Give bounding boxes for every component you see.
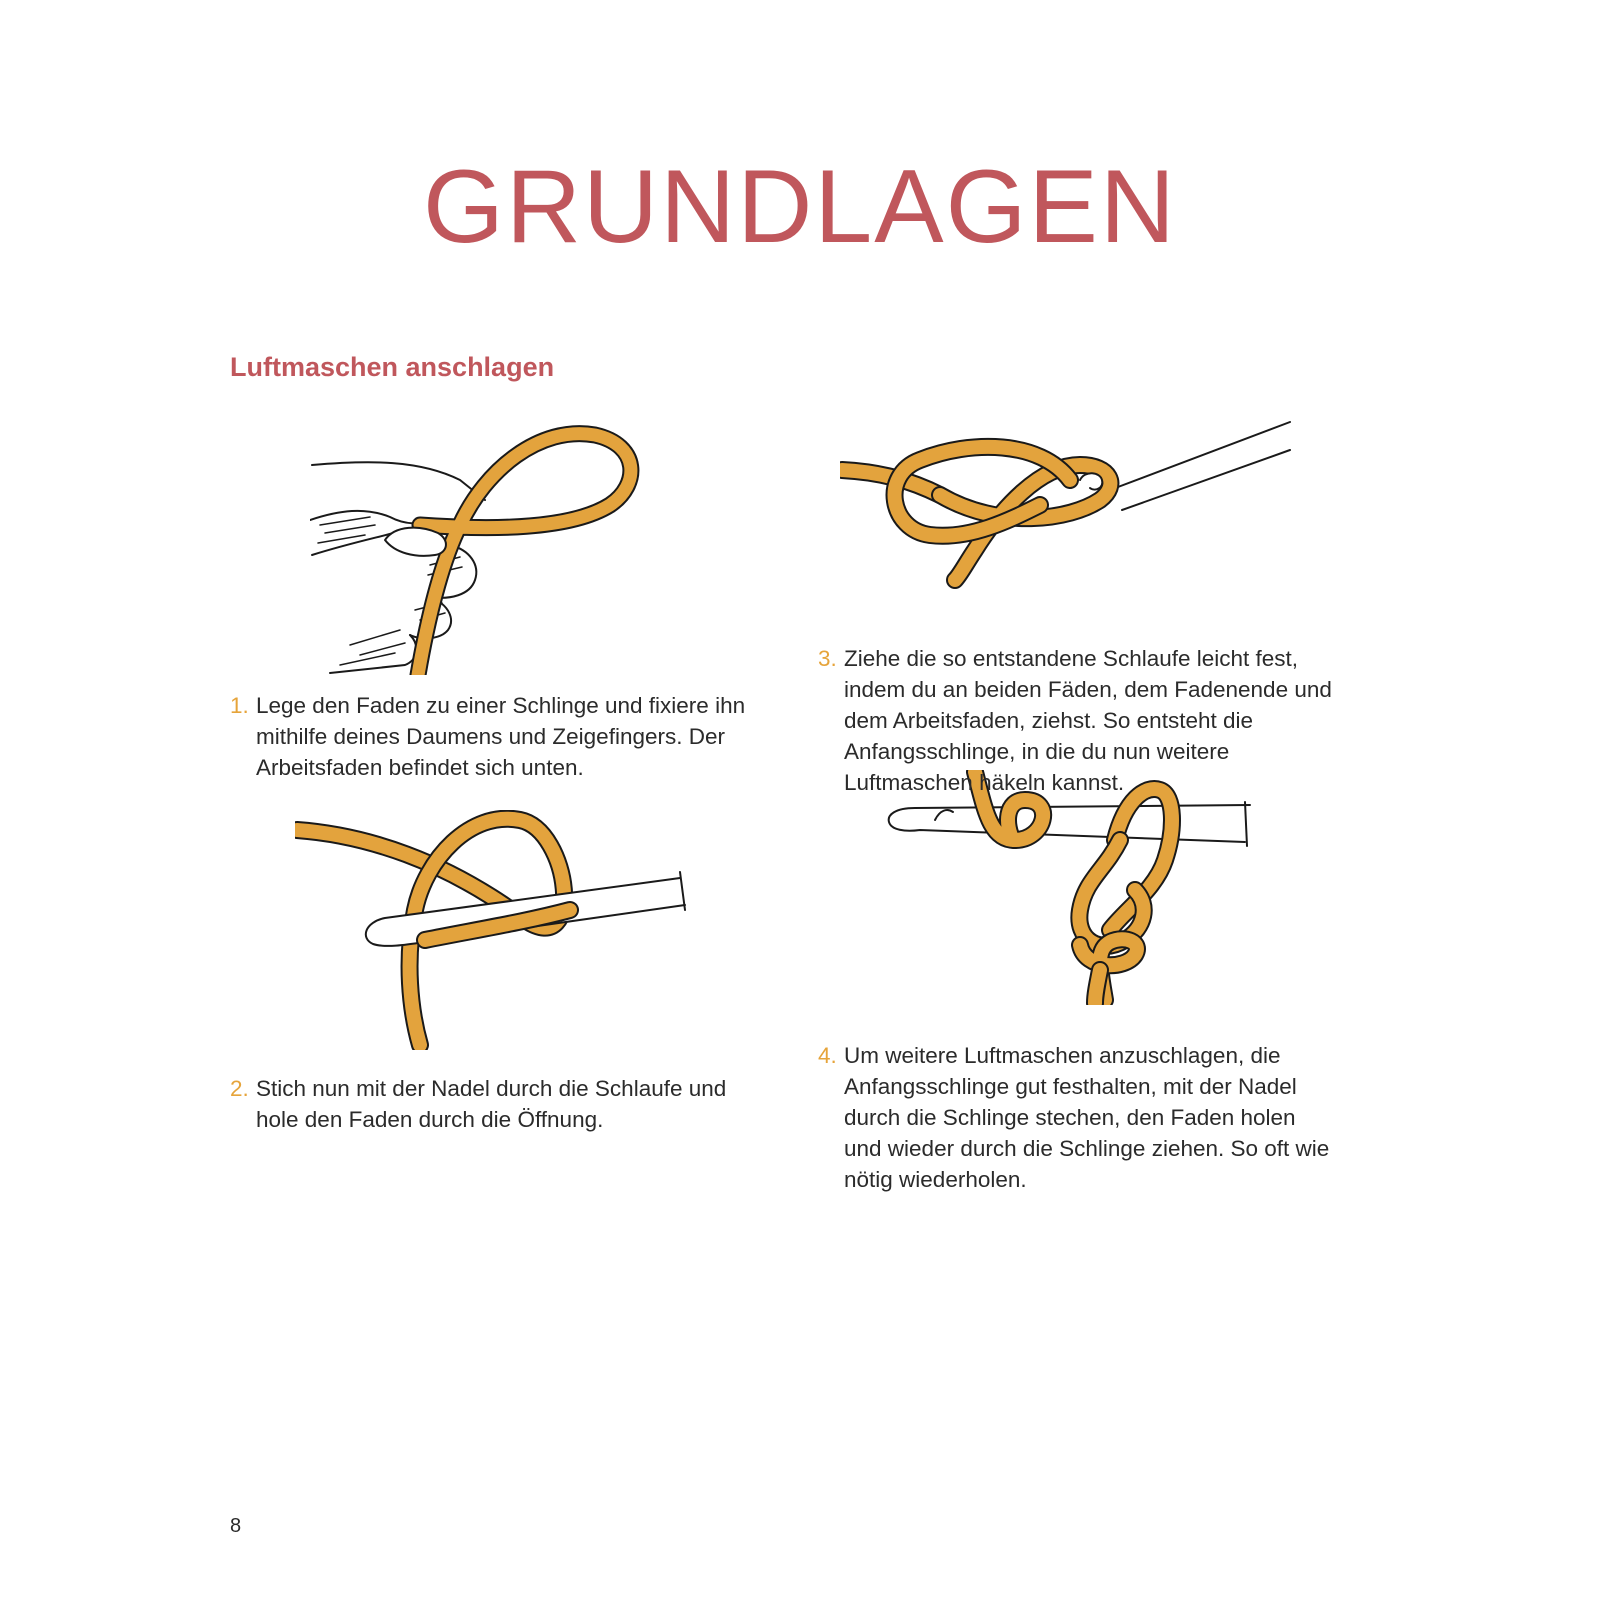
section-heading: Luftmaschen anschlagen — [230, 352, 555, 382]
step-3 — [818, 643, 1338, 798]
step-number: 2. — [230, 1076, 249, 1101]
step-4 — [818, 1040, 1338, 1195]
step-text: Ziehe die so entstandene Schlaufe leicht fest, indem du an beiden Fäden, dem Fadenende und dem Arbeitsfaden, ziehst. So entsteht die Anfangsschlinge, in die du nun weitere Luftmaschen häkeln kannst. — [844, 646, 1332, 795]
step-text: Um weitere Luftmaschen anzuschlagen, die Anfangsschlinge gut festhalten, mit der Nadel durch die Schlinge stechen, den Faden holen und wieder durch die Schlinge ziehen. So oft wie nötig wiederholen. — [844, 1043, 1330, 1192]
illustration-hand-loop — [310, 425, 650, 675]
illustration-slip-knot — [840, 420, 1300, 590]
step-number: 3. — [818, 646, 837, 671]
illustration-chain-stitches — [885, 770, 1255, 1005]
step-number: 4. — [818, 1043, 837, 1068]
page-title: GRUNDLAGEN — [423, 149, 1177, 265]
step-text: Lege den Faden zu einer Schlinge und fixiere ihn mithilfe deines Daumens und Zeigefingers. Der Arbeitsfaden befindet sich unten. — [256, 693, 746, 780]
step-2 — [230, 1073, 750, 1135]
illustration-needle-through-loop — [295, 810, 695, 1050]
page-number: 8 — [230, 1515, 242, 1537]
step-number: 1. — [230, 693, 249, 718]
step-1 — [230, 690, 750, 783]
step-text: Stich nun mit der Nadel durch die Schlaufe und hole den Faden durch die Öffnung. — [256, 1076, 727, 1132]
